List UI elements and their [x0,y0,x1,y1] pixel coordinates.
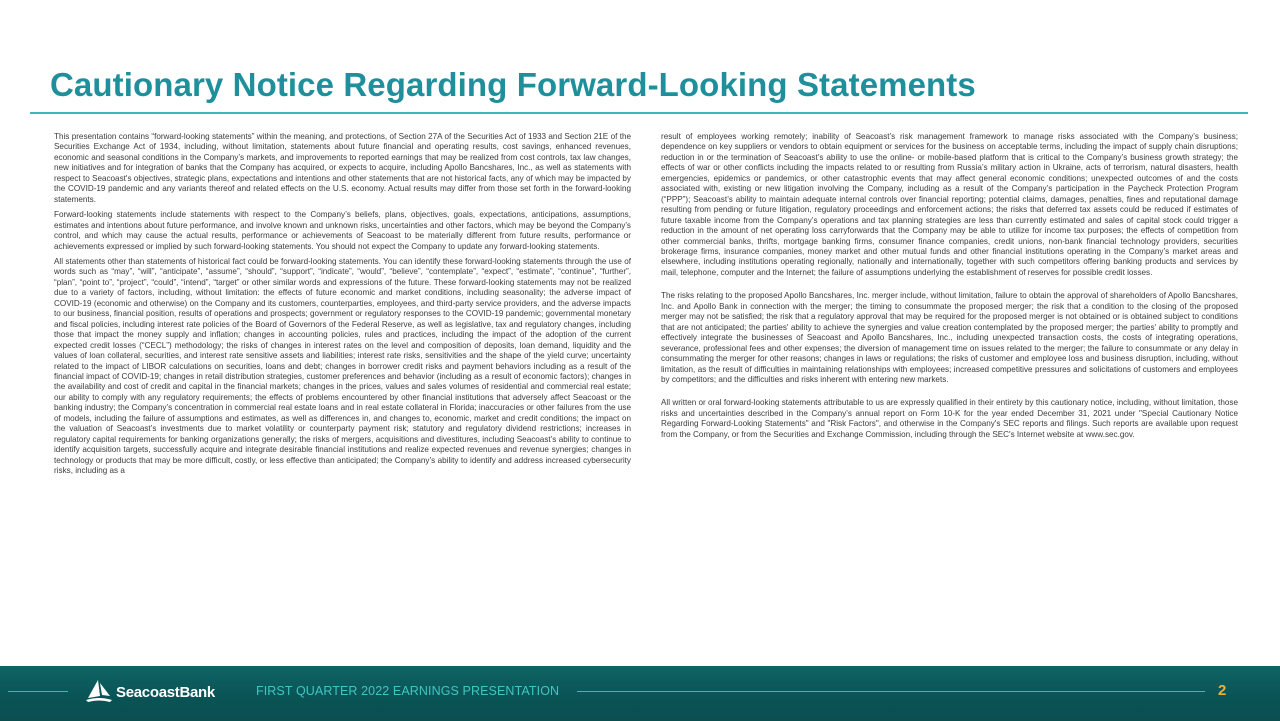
paragraph-intro: This presentation contains “forward-looking statements” within the meaning, and protections, of Section 27A of the Securities Act of 1933 and Section 21E of the Securities Exchange Act of 1934, including, without limitation, statements about future financial and operating results, cost savings, enhanced revenues, economic and seasonal conditions in the Company’s markets, and improvements to reported earnings that may be realized from cost controls, tax law changes, new initiatives and for integration of banks that the Company has acquired, or expects to acquire, including Apollo Bancshares, Inc., as well as statements with respect to Seacoast's objectives, strategic plans, expectations and intentions and other statements that are not historical facts, any of which may be impacted by the COVID-19 pandemic and any variants thereof and related effects on the U.S. economy. Actual results may differ from those set forth in the forward-looking statements. [54,132,631,204]
title-divider [30,112,1248,114]
paragraph-qualification: All written or oral forward-looking statements attributable to us are expressly qualified in their entirety by this cautionary notice, including, without limitation, those risks and uncertainties described in the Company’s annual report on Form 10-K for the year ended December 31, 2021 under "Special Cautionary Notice Regarding Forward-Looking Statements" and "Risk Factors", and otherwise in the Company's SEC reports and filings. Such reports are available upon request from the Company, or from the Securities and Exchange Commission, including through the SEC's Internet website at www.sec.gov. [661,398,1238,439]
footer-divider-left [8,691,68,692]
seacoast-bank-logo [84,679,236,705]
logo-wordmark: SeacoastBank [116,683,215,701]
paragraph-forward-looking-definition: Forward-looking statements include statements with respect to the Company’s beliefs, plans, objectives, goals, expectations, anticipations, assumptions, estimates and intentions about future performance, and involve known and unknown risks, uncertainties and other factors, which may be beyond the Company’s control, and which may cause the actual results, performance or achievements of Seacoast to be materially different from future results, performance or achievements expressed or implied by such forward-looking statements. You should not expect the Company to update any forward-looking statements. [54,210,631,251]
right-text-column [661,132,1238,562]
paragraph-risk-factors-continued: result of employees working remotely; inability of Seacoast’s risk management framework to manage risks associated with the Company’s business; dependence on key suppliers or vendors to obtain equipment or services for the business on acceptable terms, including the impact of supply chain disruptions; reduction in or the termination of Seacoast’s ability to use the online- or mobile-based platform that is critical to the Company’s business growth strategy; the effects of war or other conflicts including the impacts related to or resulting from Russia’s military action in Ukraine, acts of terrorism, natural disasters, health emergencies, epidemics or pandemics, or other catastrophic events that may affect general economic conditions; unexpected outcomes of and the costs associated with, existing or new litigation involving the Company, including as a result of the Company’s participation in the Paycheck Protection Program (“PPP”); Seacoast’s ability to maintain adequate internal controls over financial reporting; potential claims, damages, penalties, fines and reputational damage resulting from pending or future litigation, regulatory proceedings and enforcement actions; the risks that deferred tax assets could be reduced if estimates of future taxable income from the Company’s operations and tax planning strategies are less than currently estimated and sales of capital stock could trigger a reduction in the amount of net operating loss carryforwards that the Company may be able to utilize for income tax purposes; the effects of competition from other commercial banks, thrifts, mortgage banking firms, consumer finance companies, credit unions, non-bank financial technology providers, securities brokerage firms, insurance companies, money market and other mutual funds and other financial institutions operating in the Company’s market areas and elsewhere, including institutions operating regionally, nationally and internationally, together with such competitors offering banking products and services by mail, telephone, computer and the Internet; the failure of assumptions underlying the establishment of reserves for possible credit losses. [661,132,1238,277]
page-title: Cautionary Notice Regarding Forward-Looking Statements [50,66,976,103]
seacoast-sail-logo-icon [84,679,114,705]
presentation-title: FIRST QUARTER 2022 EARNINGS PRESENTATION [256,684,560,698]
paragraph-risk-factors: All statements other than statements of historical fact could be forward-looking statements. You can identify these forward-looking statements through the use of words such as “may”, “will”, “anticipate”, “assume”, “should”, “support”, “indicate”, “would”, “believe”, “contemplate”, “expect”, “estimate”, “continue”, “further”, “plan”, “point to”, “project”, “could”, “intend”, “target” or other similar words and expressions of the future. These forward-looking statements may not be realized due to a variety of factors, including, without limitation: the effects of future economic and market conditions, including seasonality; the adverse impact of COVID-19 (economic and otherwise) on the Company and its customers, counterparties, employees, and third-party service providers, and the adverse impacts to our business, financial position, results of operations and prospects; government or regulatory responses to the COVID-19 pandemic; governmental monetary and fiscal policies, including interest rate policies of the Board of Governors of the Federal Reserve, as well as legislative, tax and regulatory changes, including those that impact the money supply and inflation; changes in accounting policies, rules and practices, including the impact of the adoption of the current expected credit losses (“CECL”) methodology; the risks of changes in interest rates on the level and composition of deposits, loan demand, liquidity and the values of loan collateral, securities, and interest rate sensitive assets and liabilities; interest rate risks, sensitivities and the shape of the yield curve; uncertainty related to the impact of LIBOR calculations on securities, loans and debt; changes in borrower credit risks and payment behaviors including as a result of the financial impact of COVID-19; changes in retail distribution strategies, customer preferences and behavior (including as a result of economic factors); changes in the availability and cost of credit and capital in the financial markets; changes in the prices, values and sales volumes of residential and commercial real estate; our ability to comply with any regulatory requirements; the effects of problems encountered by other financial institutions that adversely affect Seacoast or the banking industry; the Company’s concentration in commercial real estate loans and in real estate collateral in Florida; inaccuracies or other failures from the use of models, including the failure of assumptions and estimates, as well as differences in, and changes to, economic, market and credit conditions; the impact on the valuation of Seacoast’s investments due to market volatility or counterparty payment risk; statutory and regulatory dividend restrictions; increases in regulatory capital requirements for banking organizations generally; the risks of mergers, acquisitions and divestitures, including Seacoast’s ability to continue to identify acquisition targets, successfully acquire and integrate desirable financial institutions and realize expected revenues and revenue synergies; changes in technology or products that may be more difficult, costly, or less effective than anticipated; the Company’s ability to identify and address increased cybersecurity risks, including as a [54,256,631,476]
paragraph-merger-risks: The risks relating to the proposed Apollo Bancshares, Inc. merger include, without limitation, failure to obtain the approval of shareholders of Apollo Bancshares, Inc. and Apollo Bank in connection with the merger; the timing to consummate the proposed merger; the risk that a condition to the closing of the proposed merger may not be satisfied; the risk that a regulatory approval that may be required for the proposed merger is not obtained or is obtained subject to conditions that are not anticipated; the parties' ability to achieve the synergies and value creation contemplated by the proposed merger; the parties' ability to promptly and effectively integrate the businesses of Seacoast and Apollo Bancshares, Inc., including unexpected transaction costs, the costs of integrating operations, severance, professional fees and other expenses; the diversion of management time on issues related to the merger; the failure to consummate or any delay in consummating the merger for other reasons; changes in laws or regulations; the risks of customer and employee loss and business disruption, including, without limitation, as the result of difficulties in maintaining relationships with employees; increased competitive pressures and solicitations of customers and employees by competitors; and the difficulties and risks inherent with entering new markets. [661,291,1238,384]
footer-divider-right [577,691,1205,692]
left-text-column [54,132,631,592]
page-number: 2 [1218,682,1227,699]
